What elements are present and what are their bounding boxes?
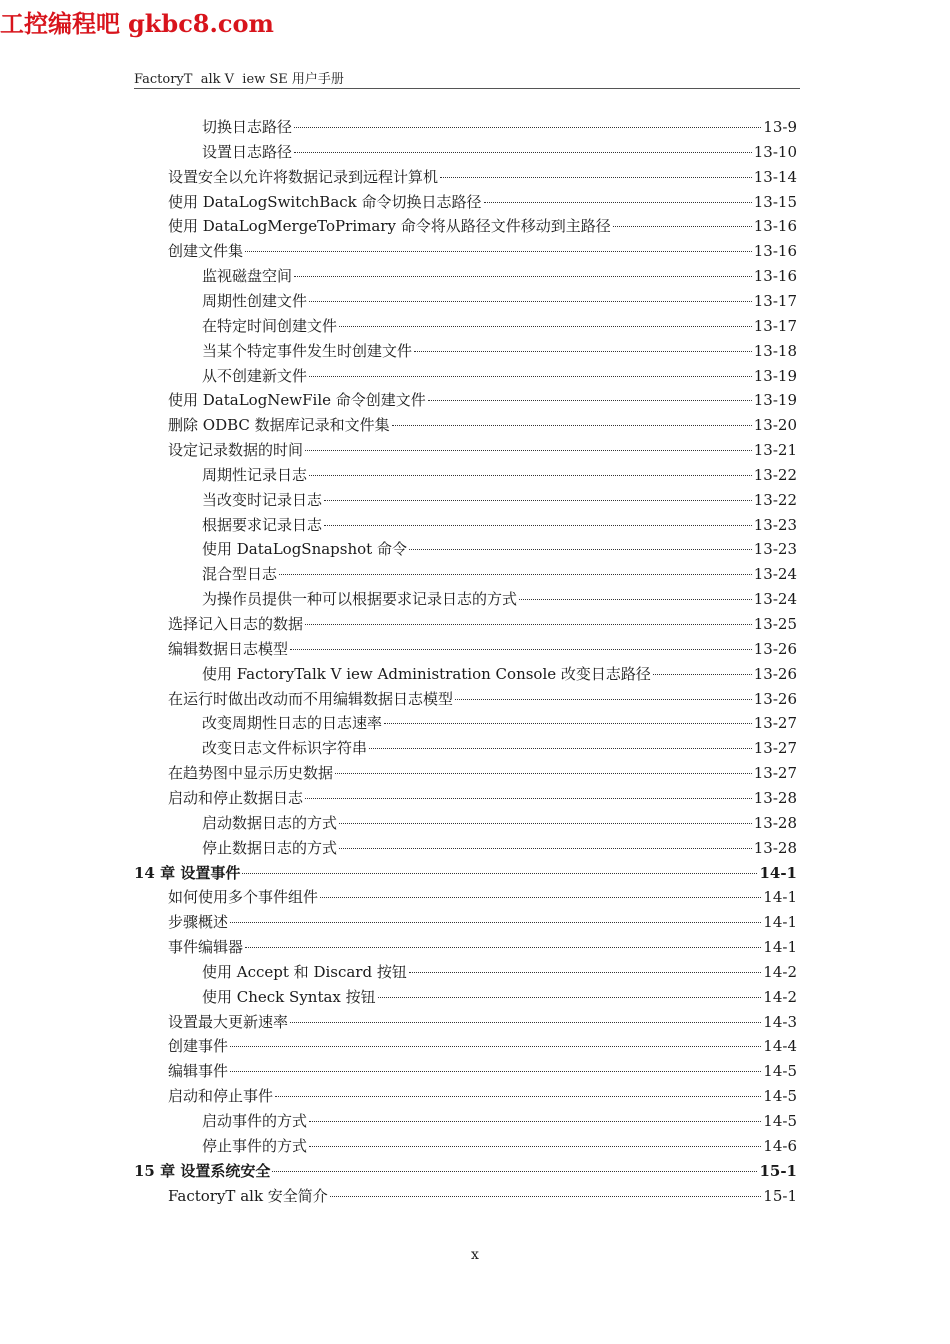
toc-entry[interactable] [202,463,797,487]
toc-leader-dots [519,599,752,600]
toc-entry-title: 使用 Accept 和 Discard 按钮 [202,962,407,981]
toc-entry-page: 13-26 [753,639,797,658]
toc-entry-page: 14-2 [763,962,797,981]
toc-leader-dots [309,301,752,302]
toc-entry[interactable] [168,935,797,959]
toc-entry-page: 14-5 [763,1087,797,1106]
toc-leader-dots [290,1022,761,1023]
toc-entry-title: 使用 DataLogMergeToPrimary 命令将从路径文件移动到主路径 [168,217,611,236]
toc-entry[interactable] [168,1034,797,1058]
toc-entry[interactable] [202,960,797,984]
toc-leader-dots [613,226,752,227]
toc-entry[interactable] [168,1184,797,1208]
toc-entry-page: 14-2 [763,987,797,1006]
toc-entry[interactable] [168,761,797,785]
toc-entry-title: 改变日志文件标识字符串 [202,739,368,758]
toc-entry[interactable] [202,587,797,611]
toc-entry[interactable] [168,1010,797,1034]
toc-entry-title: 如何使用多个事件组件 [168,888,319,907]
toc-entry[interactable] [168,438,797,462]
header-rule [134,88,800,89]
toc-leader-dots [294,276,752,277]
watermark-brand: 工控编程吧 [0,10,120,38]
toc-leader-dots [305,450,752,451]
toc-entry[interactable] [202,1134,797,1158]
toc-entry[interactable] [202,264,797,288]
toc-leader-dots [309,1146,761,1147]
toc-entry-page: 13-9 [763,118,797,136]
toc-entry-title: 设置安全以允许将数据记录到远程计算机 [168,167,439,186]
toc-entry[interactable] [202,537,797,561]
toc-entry[interactable] [168,413,797,437]
toc-leader-dots [455,699,752,700]
toc-chapter-entry[interactable] [134,1159,797,1183]
toc-entry-title: 设定记录数据的时间 [168,441,304,460]
toc-entry[interactable] [168,388,797,412]
toc-leader-dots [409,549,752,550]
toc-entry-page: 14-1 [763,888,797,907]
toc-entry-title: 从不创建新文件 [202,366,308,385]
toc-entry[interactable] [168,239,797,263]
toc-entry[interactable] [168,637,797,661]
toc-leader-dots [245,947,761,948]
toc-leader-dots [339,326,752,327]
toc-entry[interactable] [202,711,797,735]
toc-entry-page: 14-5 [763,1112,797,1130]
toc-entry-page: 13-24 [753,565,797,584]
toc-leader-dots [335,773,752,774]
toc-entry[interactable] [168,214,797,238]
toc-leader-dots [339,848,752,849]
toc-leader-dots [294,152,752,153]
toc-leader-dots [242,873,757,874]
toc-entry-title: 启动和停止数据日志 [168,788,304,807]
toc-entry-page: 14-4 [763,1037,797,1056]
toc-entry-page: 13-14 [753,167,797,186]
toc-leader-dots [230,922,761,923]
toc-entry-title: 创建事件 [168,1037,229,1056]
toc-leader-dots [324,500,752,501]
toc-entry-title: 设置日志路径 [202,142,293,161]
toc-leader-dots [484,202,752,203]
toc-entry[interactable] [202,314,797,338]
toc-entry[interactable] [168,165,797,189]
toc-entry[interactable] [168,910,797,934]
toc-entry-page: 13-20 [753,416,797,435]
toc-leader-dots [440,177,752,178]
toc-entry-title: 当改变时记录日志 [202,490,323,509]
toc-entry-title: 周期性创建文件 [202,291,308,310]
toc-entry-page: 13-26 [753,664,797,683]
toc-entry[interactable] [202,364,797,388]
toc-entry-page: 13-17 [753,291,797,310]
toc-entry-page: 13-16 [753,242,797,261]
toc-leader-dots [230,1071,761,1072]
toc-entry-title: FactoryT alk 安全简介 [168,1186,328,1205]
toc-entry[interactable] [202,811,797,835]
toc-leader-dots [330,1196,761,1197]
toc-leader-dots [414,351,752,352]
toc-leader-dots [309,475,752,476]
toc-entry-page: 13-22 [753,465,797,484]
toc-entry-title: 启动和停止事件 [168,1087,274,1106]
toc-entry-title: 事件编辑器 [168,938,244,957]
toc-entry-title: 为操作员提供一种可以根据要求记录日志的方式 [202,590,518,609]
toc-entry-page: 13-23 [753,540,797,559]
toc-entry[interactable] [168,1084,797,1108]
toc-leader-dots [305,624,752,625]
toc-entry[interactable] [168,786,797,810]
toc-entry-title: 编辑事件 [168,1062,229,1081]
toc-leader-dots [653,674,752,675]
toc-entry-page: 13-21 [753,441,797,460]
toc-entry-title: 在趋势图中显示历史数据 [168,764,334,783]
toc-entry-page: 13-17 [753,316,797,335]
toc-entry[interactable] [202,289,797,313]
toc-entry[interactable] [202,736,797,760]
toc-entry-page: 13-27 [753,714,797,733]
toc-entry-page: 13-26 [753,689,797,708]
toc-entry-page: 14-1 [759,863,797,882]
toc-leader-dots [409,972,761,973]
toc-entry-page: 14-6 [763,1136,797,1155]
toc-entry-page: 13-28 [753,788,797,807]
toc-entry-page: 13-16 [753,267,797,286]
toc-entry-title: 15 章 设置系统安全 [134,1161,271,1180]
toc-entry[interactable] [202,562,797,586]
toc-entry-page: 13-28 [753,838,797,857]
toc-entry[interactable] [202,836,797,860]
toc-entry-page: 13-18 [753,341,797,360]
toc-entry-title: 使用 Check Syntax 按钮 [202,987,376,1006]
toc-entry-title: 当某个特定事件发生时创建文件 [202,341,413,360]
toc-entry-title: 停止事件的方式 [202,1136,308,1155]
toc-entry-page: 13-15 [753,192,797,211]
toc-leader-dots [309,1121,761,1122]
toc-leader-dots [324,525,752,526]
toc-entry-page: 13-28 [753,813,797,832]
toc-entry-title: 使用 DataLogSwitchBack 命令切换日志路径 [168,192,482,211]
watermark-logo [0,4,274,39]
toc-entry-title: 步骤概述 [168,913,229,932]
toc-leader-dots [392,425,752,426]
toc-entry-title: 根据要求记录日志 [202,515,323,534]
toc-entry-title: 启动数据日志的方式 [202,813,338,832]
toc-entry[interactable] [168,612,797,636]
toc-entry-title: 切换日志路径 [202,118,293,136]
toc-leader-dots [339,823,752,824]
toc-entry-page: 13-27 [753,739,797,758]
toc-entry[interactable] [202,115,797,139]
toc-leader-dots [245,251,752,252]
toc-leader-dots [272,1171,757,1172]
toc-entry-page: 13-10 [753,142,797,161]
toc-entry-page: 14-5 [763,1062,797,1081]
toc-entry-page: 15-1 [763,1186,797,1205]
toc-leader-dots [384,723,752,724]
toc-chapter-entry[interactable] [134,861,797,885]
page-number: x [471,1247,479,1263]
toc-leader-dots [428,400,752,401]
toc-entry-title: 选择记入日志的数据 [168,615,304,633]
toc-entry-page: 13-19 [753,366,797,385]
toc-entry-title: 设置最大更新速率 [168,1012,289,1031]
toc-leader-dots [279,574,752,575]
toc-entry-page: 13-22 [753,490,797,509]
toc-entry-title: 删除 ODBC 数据库记录和文件集 [168,416,390,435]
toc-leader-dots [290,649,752,650]
toc-entry-title: 14 章 设置事件 [134,863,241,882]
toc-entry-title: 编辑数据日志模型 [168,639,289,658]
toc-entry-page: 14-3 [763,1012,797,1031]
toc-entry-title: 监视磁盘空间 [202,267,293,286]
toc-entry-title: 改变周期性日志的日志速率 [202,714,383,733]
toc-entry-title: 在运行时做出改动而不用编辑数据日志模型 [168,689,454,708]
toc-leader-dots [378,997,762,998]
toc-entry-page: 13-16 [753,217,797,236]
toc-leader-dots [275,1096,761,1097]
toc-entry-page: 13-27 [753,764,797,783]
toc-entry-title: 停止数据日志的方式 [202,838,338,857]
toc-entry[interactable] [202,513,797,537]
toc-entry[interactable] [168,885,797,909]
running-header: FactoryT alk V iew SE 用户手册 [134,72,344,87]
toc-entry[interactable] [202,985,797,1009]
toc-entry[interactable] [202,488,797,512]
toc-entry[interactable] [202,1109,797,1133]
toc-entry-page: 13-19 [753,391,797,410]
toc-entry-page: 14-1 [763,938,797,957]
toc-entry-page: 13-23 [753,515,797,534]
toc-entry[interactable] [202,140,797,164]
toc-leader-dots [320,897,761,898]
toc-leader-dots [230,1046,761,1047]
toc-entry-title: 使用 FactoryTalk V iew Administration Console 改变日志路径 [202,664,651,683]
toc-entry[interactable] [168,687,797,711]
toc-leader-dots [369,748,752,749]
toc-entry[interactable] [168,190,797,214]
toc-entry[interactable] [202,339,797,363]
toc-entry-title: 创建文件集 [168,242,244,261]
watermark-domain: gkbc8.com [128,9,274,38]
toc-entry-page: 13-24 [753,590,797,609]
toc-leader-dots [294,127,761,128]
toc-entry-title: 在特定时间创建文件 [202,316,338,335]
toc-leader-dots [305,798,752,799]
toc-leader-dots [309,376,752,377]
toc-entry-title: 混合型日志 [202,565,278,584]
toc-entry[interactable] [168,1059,797,1083]
toc-entry-title: 周期性记录日志 [202,465,308,484]
toc-entry[interactable] [202,662,797,686]
toc-entry-title: 启动事件的方式 [202,1112,308,1130]
toc-entry-page: 13-25 [753,615,797,633]
toc-entry-page: 15-1 [759,1161,797,1180]
toc-entry-title: 使用 DataLogSnapshot 命令 [202,540,407,559]
toc-entry-title: 使用 DataLogNewFile 命令创建文件 [168,391,426,410]
toc-entry-page: 14-1 [763,913,797,932]
